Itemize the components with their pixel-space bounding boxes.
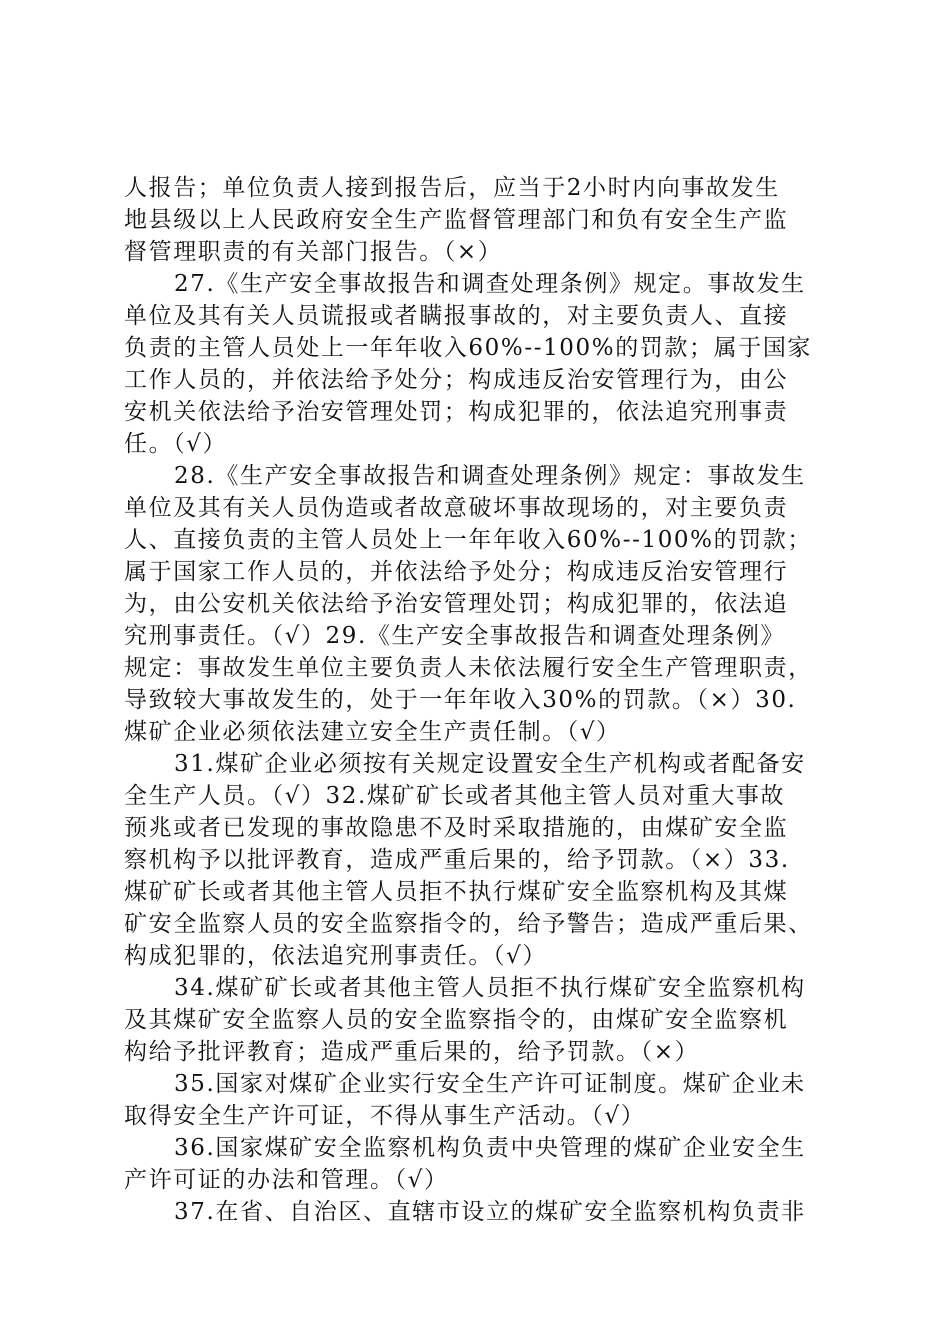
paragraph-first-line: 34.煤矿矿长或者其他主管人员拒不执行煤矿安全监察机构 xyxy=(174,975,806,1001)
document-body xyxy=(124,172,844,1228)
text-line: 负责的主管人员处上一年年收入60%--100%的罚款；属于国家 xyxy=(124,335,813,361)
text-line: 及其煤矿安全监察人员的安全监察指令的，由煤矿安全监察机 xyxy=(124,1007,789,1033)
paragraph-first-line: 27.《生产安全事故报告和调查处理条例》规定。事故发生 xyxy=(174,271,806,297)
text-line: 为，由公安机关依法给予治安管理处罚；构成犯罪的，依法追 xyxy=(124,591,789,617)
text-line: 工作人员的，并依法给予处分；构成违反治安管理行为，由公 xyxy=(124,367,789,393)
text-line: 全生产人员。（√）32.煤矿矿长或者其他主管人员对重大事故 xyxy=(124,783,786,809)
text-line: 预兆或者已发现的事故隐患不及时采取措施的，由煤矿安全监 xyxy=(124,815,789,841)
text-line: 矿安全监察人员的安全监察指令的，给予警告；造成严重后果、 xyxy=(124,911,813,937)
paragraph-first-line: 37.在省、自治区、直辖市设立的煤矿安全监察机构负责非 xyxy=(174,1199,806,1225)
text-line: 人报告；单位负责人接到报告后，应当于2小时内向事故发生 xyxy=(124,175,780,201)
text-line: 煤矿矿长或者其他主管人员拒不执行煤矿安全监察机构及其煤 xyxy=(124,879,789,905)
text-line: 督管理职责的有关部门报告。（×） xyxy=(124,239,503,265)
paragraph-first-line: 31.煤矿企业必须按有关规定设置安全生产机构或者配备安 xyxy=(174,751,806,777)
text-line: 任。（√） xyxy=(124,431,228,457)
text-line: 单位及其有关人员谎报或者瞒报事故的，对主要负责人、直接 xyxy=(124,303,789,329)
paragraph-first-line: 35.国家对煤矿企业实行安全生产许可证制度。煤矿企业未 xyxy=(174,1071,806,1097)
text-line: 人、直接负责的主管人员处上一年年收入60%--100%的罚款； xyxy=(124,527,813,553)
text-line: 煤矿企业必须依法建立安全生产责任制。（√） xyxy=(124,719,621,745)
paragraph-first-line: 28.《生产安全事故报告和调查处理条例》规定：事故发生 xyxy=(174,463,806,489)
text-line: 属于国家工作人员的，并依法给予处分；构成违反治安管理行 xyxy=(124,559,789,585)
text-line: 产许可证的办法和管理。（√） xyxy=(124,1167,449,1193)
text-line: 构成犯罪的，依法追究刑事责任。（√） xyxy=(124,943,547,969)
paragraph-first-line: 36.国家煤矿安全监察机构负责中央管理的煤矿企业安全生 xyxy=(174,1135,806,1161)
text-line: 单位及其有关人员伪造或者故意破坏事故现场的，对主要负责 xyxy=(124,495,789,521)
text-line: 地县级以上人民政府安全生产监督管理部门和负有安全生产监 xyxy=(124,207,789,233)
text-line: 导致较大事故发生的，处于一年年收入30%的罚款。（×）30. xyxy=(124,687,797,713)
text-line: 规定：事故发生单位主要负责人未依法履行安全生产管理职责， xyxy=(124,655,813,681)
text-line: 安机关依法给予治安管理处罚；构成犯罪的，依法追究刑事责 xyxy=(124,399,789,425)
text-line: 究刑事责任。（√）29.《生产安全事故报告和调查处理条例》 xyxy=(124,623,786,649)
text-line: 构给予批评教育；造成严重后果的，给予罚款。（×） xyxy=(124,1039,700,1065)
text-line: 取得安全生产许可证，不得从事生产活动。（√） xyxy=(124,1103,646,1129)
text-line: 察机构予以批评教育，造成严重后果的，给予罚款。（×）33. xyxy=(124,847,790,873)
